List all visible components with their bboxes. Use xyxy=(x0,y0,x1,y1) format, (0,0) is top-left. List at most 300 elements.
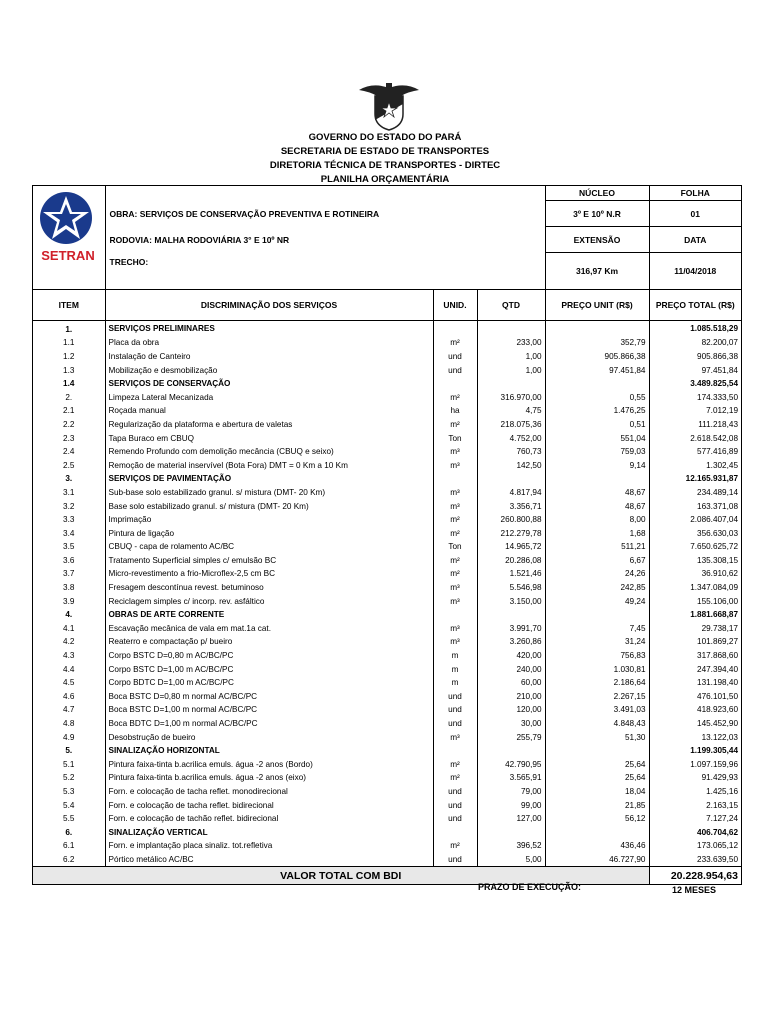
item-quantity: 142,50 xyxy=(477,458,545,472)
item-number: 4.3 xyxy=(33,649,105,663)
item-number: 3.8 xyxy=(33,581,105,595)
item-total-price: 7.650.625,72 xyxy=(690,542,738,552)
table-row xyxy=(33,703,741,717)
item-number: 4.1 xyxy=(33,622,105,636)
item-description: Pintura de ligação xyxy=(105,526,433,540)
item-number: 2.1 xyxy=(33,404,105,418)
item-total-price: 145.452,90 xyxy=(697,719,738,729)
item-quantity: 3.150,00 xyxy=(477,594,545,608)
item-description: Escavação mecânica de vala em mat.1a cat. xyxy=(105,622,433,636)
table-row xyxy=(33,418,741,432)
nucleo-label: NÚCLEO xyxy=(545,186,649,201)
item-unit: m³ xyxy=(433,594,477,608)
item-unit-price: 46.727,90 xyxy=(545,853,649,867)
item-number: 6.1 xyxy=(33,839,105,853)
item-number: 3.2 xyxy=(33,499,105,513)
total-value: 20.228.954,63 xyxy=(649,867,741,885)
item-quantity: 233,00 xyxy=(477,336,545,350)
document-header xyxy=(0,131,770,187)
item-quantity: 260.800,88 xyxy=(477,513,545,527)
item-total-price: 247.394,40 xyxy=(697,664,738,674)
item-total-price: 97.451,84 xyxy=(701,365,738,375)
item-number: 5.1 xyxy=(33,758,105,772)
item-quantity: 127,00 xyxy=(477,812,545,826)
item-unit: m² xyxy=(433,758,477,772)
item-total-price: 91.429,93 xyxy=(701,773,738,783)
item-description: SINALIZAÇÃO VERTICAL xyxy=(105,825,433,839)
table-row xyxy=(33,404,741,418)
item-unit: m³ xyxy=(433,458,477,472)
item-unit-price: 97.451,84 xyxy=(545,363,649,377)
table-row xyxy=(33,771,741,785)
table-row xyxy=(33,581,741,595)
item-description: Tratamento Superficial simples c/ emulsão BC xyxy=(105,554,433,568)
item-number: 3.7 xyxy=(33,567,105,581)
item-unit-price: 756,83 xyxy=(545,649,649,663)
para-crest-icon xyxy=(357,80,421,132)
col-description: DISCRIMINAÇÃO DOS SERVIÇOS xyxy=(105,290,433,321)
item-description: Remoção de material inservível (Bota Fora) DMT = 0 Km a 10 Km xyxy=(105,458,433,472)
item-unit: ha xyxy=(433,404,477,418)
folha-value: 01 xyxy=(649,201,741,227)
item-unit-price: 905.866,38 xyxy=(545,350,649,364)
item-total-price: 101.869,27 xyxy=(697,637,738,647)
table-row xyxy=(33,350,741,364)
col-quantity: QTD xyxy=(477,290,545,321)
item-quantity: 20.286,08 xyxy=(477,554,545,568)
item-unit: m² xyxy=(433,839,477,853)
item-description: Reciclagem simples c/ incorp. rev. asfáltico xyxy=(105,594,433,608)
item-description: SERVIÇOS DE PAVIMENTAÇÃO xyxy=(105,472,433,486)
table-row xyxy=(33,499,741,513)
item-total-price: 163.371,08 xyxy=(697,501,738,511)
section-row xyxy=(33,608,741,622)
table-row xyxy=(33,458,741,472)
item-description: Remendo Profundo com demolição mecância (CBUQ e seixo) xyxy=(105,445,433,459)
item-description: Sub-base solo estabilizado granul. s/ mistura (DMT- 20 Km) xyxy=(105,486,433,500)
item-quantity: 218.075,36 xyxy=(477,418,545,432)
item-number: 2.5 xyxy=(33,458,105,472)
item-total-price: 2.163,15 xyxy=(706,800,738,810)
item-total-price: 135.308,15 xyxy=(697,555,738,565)
trecho-label: TRECHO: xyxy=(105,253,545,290)
item-description: CBUQ - capa de rolamento AC/BC xyxy=(105,540,433,554)
item-total-price: 233.639,50 xyxy=(697,854,738,864)
item-unit: und xyxy=(433,717,477,731)
item-unit-price: 759,03 xyxy=(545,445,649,459)
total-row xyxy=(33,866,741,884)
table-row xyxy=(33,676,741,690)
item-unit-price: 0,51 xyxy=(545,418,649,432)
item-total-price: 2.086.407,04 xyxy=(690,515,738,525)
item-unit: m² xyxy=(433,771,477,785)
item-number: 3.9 xyxy=(33,594,105,608)
item-total-price: 174.333,50 xyxy=(697,392,738,402)
table-row xyxy=(33,690,741,704)
item-total-price: 317.868,60 xyxy=(697,651,738,661)
item-quantity xyxy=(477,825,545,839)
item-quantity: 3.565,91 xyxy=(477,771,545,785)
item-quantity: 60,00 xyxy=(477,676,545,690)
item-number: 6.2 xyxy=(33,853,105,867)
item-unit: m³ xyxy=(433,445,477,459)
item-quantity: 4.817,94 xyxy=(477,486,545,500)
item-unit: m² xyxy=(433,418,477,432)
table-row xyxy=(33,486,741,500)
item-unit: und xyxy=(433,785,477,799)
item-unit-price: 7,45 xyxy=(545,622,649,636)
section-row xyxy=(33,825,741,839)
nucleo-value: 3º E 10º N.R xyxy=(545,201,649,227)
item-unit: m² xyxy=(433,526,477,540)
header-line-sheet-title: PLANILHA ORÇAMENTÁRIA xyxy=(320,174,450,185)
item-unit-price xyxy=(545,608,649,622)
item-unit-price: 48,67 xyxy=(545,486,649,500)
setran-logo-text: SETRAN xyxy=(41,248,95,263)
item-total-price: 7.127,24 xyxy=(706,814,738,824)
item-unit: m² xyxy=(433,567,477,581)
table-row xyxy=(33,785,741,799)
item-number: 2. xyxy=(33,390,105,404)
table-row xyxy=(33,594,741,608)
item-quantity: 5.546,98 xyxy=(477,581,545,595)
item-unit-price: 49,24 xyxy=(545,594,649,608)
item-number: 5.3 xyxy=(33,785,105,799)
item-unit-price: 56,12 xyxy=(545,812,649,826)
table-row xyxy=(33,513,741,527)
column-headers xyxy=(33,290,741,321)
item-unit-price: 31,24 xyxy=(545,635,649,649)
item-unit xyxy=(433,472,477,486)
item-unit xyxy=(433,825,477,839)
item-description: SINALIZAÇÃO HORIZONTAL xyxy=(105,744,433,758)
section-row xyxy=(33,744,741,758)
item-unit-price: 242,85 xyxy=(545,581,649,595)
item-description: Corpo BSTC D=0,80 m AC/BC/PC xyxy=(105,649,433,663)
item-total-price: 7.012,19 xyxy=(706,406,738,416)
item-quantity xyxy=(477,472,545,486)
table-row xyxy=(33,526,741,540)
item-description: Regularização da plataforma e abertura de valetas xyxy=(105,418,433,432)
item-total-price: 234.489,14 xyxy=(697,487,738,497)
item-unit-price: 2.267,15 xyxy=(545,690,649,704)
item-description: SERVIÇOS DE CONSERVAÇÃO xyxy=(105,377,433,391)
item-total-price: 3.489.825,54 xyxy=(690,379,738,389)
item-total-price: 111.218,43 xyxy=(698,419,738,429)
table-row xyxy=(33,445,741,459)
item-total-price: 1.302,45 xyxy=(706,460,738,470)
item-description: Pórtico metálico AC/BC xyxy=(105,853,433,867)
item-unit-price: 48,67 xyxy=(545,499,649,513)
item-total-price: 476.101,50 xyxy=(697,691,738,701)
table-row xyxy=(33,540,741,554)
item-number: 2.4 xyxy=(33,445,105,459)
item-quantity: 316.970,00 xyxy=(477,390,545,404)
table-row xyxy=(33,662,741,676)
item-unit: Ton xyxy=(433,540,477,554)
item-total-price: 1.097.159,96 xyxy=(690,759,738,769)
item-total-price: 155.106,00 xyxy=(697,596,738,606)
item-quantity: 3.260,86 xyxy=(477,635,545,649)
item-quantity: 3.991,70 xyxy=(477,622,545,636)
item-unit-price: 551,04 xyxy=(545,431,649,445)
item-unit-price: 8,00 xyxy=(545,513,649,527)
item-description: Imprimação xyxy=(105,513,433,527)
item-unit: und xyxy=(433,812,477,826)
item-number: 5.2 xyxy=(33,771,105,785)
item-number: 4.9 xyxy=(33,730,105,744)
section-row xyxy=(33,472,741,486)
item-unit-price: 3.491,03 xyxy=(545,703,649,717)
item-number: 4.4 xyxy=(33,662,105,676)
item-unit-price: 436,46 xyxy=(545,839,649,853)
item-quantity: 30,00 xyxy=(477,717,545,731)
item-total-price: 406.704,62 xyxy=(697,827,738,837)
item-unit xyxy=(433,321,477,337)
item-unit: m³ xyxy=(433,499,477,513)
item-description: Roçada manual xyxy=(105,404,433,418)
prazo-value: 12 MESES xyxy=(671,885,717,895)
item-quantity: 420,00 xyxy=(477,649,545,663)
item-total-price: 2.618.542,08 xyxy=(690,433,738,443)
item-total-price: 173.065,12 xyxy=(697,841,738,851)
item-description: Forn. e colocação de tachão reflet. bidirecional xyxy=(105,812,433,826)
setran-logo xyxy=(33,186,105,289)
item-description: OBRAS DE ARTE CORRENTE xyxy=(105,608,433,622)
item-unit-price: 9,14 xyxy=(545,458,649,472)
item-unit-price: 6,67 xyxy=(545,554,649,568)
item-number: 4.5 xyxy=(33,676,105,690)
item-description: Boca BSTC D=0,80 m normal AC/BC/PC xyxy=(105,690,433,704)
item-quantity: 212.279,78 xyxy=(477,526,545,540)
item-number: 1. xyxy=(33,321,105,337)
prazo-label: PRAZO DE EXECUÇÃO: xyxy=(478,882,582,892)
item-quantity xyxy=(477,377,545,391)
item-quantity: 4,75 xyxy=(477,404,545,418)
item-unit: m³ xyxy=(433,622,477,636)
item-total-price: 82.200,07 xyxy=(701,338,738,348)
info-block xyxy=(33,186,741,290)
item-unit: m³ xyxy=(433,486,477,500)
header-line-government: GOVERNO DO ESTADO DO PARÁ xyxy=(308,132,462,143)
item-number: 1.3 xyxy=(33,363,105,377)
col-total-price: PREÇO TOTAL (R$) xyxy=(649,290,741,321)
item-number: 3.5 xyxy=(33,540,105,554)
item-total-price: 905.866,38 xyxy=(697,351,738,361)
extensao-label: EXTENSÃO xyxy=(545,227,649,253)
item-quantity: 3.356,71 xyxy=(477,499,545,513)
table-row xyxy=(33,635,741,649)
item-unit xyxy=(433,608,477,622)
table-row xyxy=(33,798,741,812)
item-unit-price xyxy=(545,377,649,391)
item-quantity: 1.521,46 xyxy=(477,567,545,581)
item-unit: m² xyxy=(433,513,477,527)
item-unit: und xyxy=(433,703,477,717)
item-unit-price: 1,68 xyxy=(545,526,649,540)
item-quantity xyxy=(477,744,545,758)
item-unit-price: 1.030,81 xyxy=(545,662,649,676)
item-quantity: 1,00 xyxy=(477,363,545,377)
item-total-price: 356.630,03 xyxy=(697,528,738,538)
table-row xyxy=(33,730,741,744)
item-total-price: 1.199.305,44 xyxy=(690,746,738,756)
item-description: Corpo BSTC D=1,00 m AC/BC/PC xyxy=(105,662,433,676)
item-total-price: 13.122,03 xyxy=(701,732,738,742)
item-description: Micro-revestimento a frio-Microflex-2,5 cm BC xyxy=(105,567,433,581)
item-unit: m³ xyxy=(433,635,477,649)
item-total-price: 418.923,60 xyxy=(697,705,738,715)
header-line-directorate: DIRETORIA TÉCNICA DE TRANSPORTES - DIRTEC xyxy=(269,160,501,171)
table-row xyxy=(33,649,741,663)
total-label: VALOR TOTAL COM BDI xyxy=(33,867,649,885)
item-unit-price: 2.186,64 xyxy=(545,676,649,690)
item-description: Reaterro e compactação p/ bueiro xyxy=(105,635,433,649)
item-description: SERVIÇOS PRELIMINARES xyxy=(105,321,433,337)
extensao-value: 316,97 Km xyxy=(545,253,649,290)
item-description: Pintura faixa-tinta b.acrilica emuls. água -2 anos (eixo) xyxy=(105,771,433,785)
item-number: 4. xyxy=(33,608,105,622)
table-row xyxy=(33,758,741,772)
item-unit: Ton xyxy=(433,431,477,445)
table-row xyxy=(33,717,741,731)
item-unit-price: 511,21 xyxy=(545,540,649,554)
item-quantity: 1,00 xyxy=(477,350,545,364)
table-row xyxy=(33,390,741,404)
col-unit-price: PREÇO UNIT (R$) xyxy=(545,290,649,321)
item-number: 3.3 xyxy=(33,513,105,527)
item-unit: m xyxy=(433,676,477,690)
table-row xyxy=(33,853,741,867)
item-description: Forn. e colocação de tacha reflet. monodirecional xyxy=(105,785,433,799)
item-description: Instalação de Canteiro xyxy=(105,350,433,364)
item-unit-price xyxy=(545,825,649,839)
item-total-price: 1.425,16 xyxy=(706,786,738,796)
item-quantity: 240,00 xyxy=(477,662,545,676)
item-unit: und xyxy=(433,690,477,704)
item-description: Corpo BDTC D=1,00 m AC/BC/PC xyxy=(105,676,433,690)
item-unit: und xyxy=(433,350,477,364)
item-number: 1.1 xyxy=(33,336,105,350)
item-number: 6. xyxy=(33,825,105,839)
table-row xyxy=(33,622,741,636)
item-quantity: 5,00 xyxy=(477,853,545,867)
item-number: 4.2 xyxy=(33,635,105,649)
item-total-price: 1.347.084,09 xyxy=(690,583,738,593)
item-unit-price xyxy=(545,321,649,337)
item-number: 3. xyxy=(33,472,105,486)
rodovia-label: RODOVIA: MALHA RODOVIÁRIA 3° E 10º NR xyxy=(109,234,290,245)
item-description: Base solo estabilizado granul. s/ mistura (DMT- 20 Km) xyxy=(105,499,433,513)
item-number: 5.5 xyxy=(33,812,105,826)
header-line-secretariat: SECRETARIA DE ESTADO DE TRANSPORTES xyxy=(280,146,490,157)
table-row xyxy=(33,431,741,445)
item-unit: und xyxy=(433,798,477,812)
item-description: Boca BDTC D=1,00 m normal AC/BC/PC xyxy=(105,717,433,731)
items-table xyxy=(33,321,741,867)
item-unit-price: 25,64 xyxy=(545,758,649,772)
item-total-price: 577.416,89 xyxy=(697,447,738,457)
item-quantity: 120,00 xyxy=(477,703,545,717)
table-row xyxy=(33,336,741,350)
item-quantity: 99,00 xyxy=(477,798,545,812)
item-description: Placa da obra xyxy=(105,336,433,350)
item-total-price: 1.881.668,87 xyxy=(690,610,738,620)
item-number: 5.4 xyxy=(33,798,105,812)
item-number: 1.2 xyxy=(33,350,105,364)
item-description: Boca BSTC D=1,00 m normal AC/BC/PC xyxy=(105,703,433,717)
folha-label: FOLHA xyxy=(649,186,741,201)
item-quantity: 42.790,95 xyxy=(477,758,545,772)
item-quantity xyxy=(477,321,545,337)
col-unit: UNID. xyxy=(433,290,477,321)
obra-label: OBRA: SERVIÇOS DE CONSERVAÇÃO PREVENTIVA E ROTINEIRA xyxy=(109,208,380,219)
item-unit-price: 4.848,43 xyxy=(545,717,649,731)
item-number: 3.1 xyxy=(33,486,105,500)
item-unit: m³ xyxy=(433,581,477,595)
data-value: 11/04/2018 xyxy=(649,253,741,290)
item-total-price: 36.910,62 xyxy=(701,569,738,579)
item-number: 4.7 xyxy=(33,703,105,717)
item-unit-price: 1.476,25 xyxy=(545,404,649,418)
item-unit-price: 24,26 xyxy=(545,567,649,581)
item-unit: m xyxy=(433,662,477,676)
item-unit: m xyxy=(433,649,477,663)
item-description: Forn. e colocação de tacha reflet. bidirecional xyxy=(105,798,433,812)
item-number: 5. xyxy=(33,744,105,758)
item-description: Forn. e implantação placa sinaliz. tot.refletiva xyxy=(105,839,433,853)
table-row xyxy=(33,554,741,568)
item-unit-price: 0,55 xyxy=(545,390,649,404)
item-quantity: 396,52 xyxy=(477,839,545,853)
item-number: 2.3 xyxy=(33,431,105,445)
item-total-price: 131.198,40 xyxy=(697,678,738,688)
item-description: Tapa Buraco em CBUQ xyxy=(105,431,433,445)
item-unit: m² xyxy=(433,554,477,568)
budget-sheet xyxy=(32,185,742,885)
item-number: 3.4 xyxy=(33,526,105,540)
col-item: ITEM xyxy=(33,290,105,321)
item-unit-price: 352,79 xyxy=(545,336,649,350)
setran-star-icon xyxy=(35,190,97,246)
item-unit-price xyxy=(545,744,649,758)
item-unit-price: 25,64 xyxy=(545,771,649,785)
item-description: Fresagem descontínua revest. betuminoso xyxy=(105,581,433,595)
table-row xyxy=(33,363,741,377)
item-number: 4.6 xyxy=(33,690,105,704)
item-number: 1.4 xyxy=(33,377,105,391)
item-description: Desobstrução de bueiro xyxy=(105,730,433,744)
item-unit: m² xyxy=(433,336,477,350)
item-unit-price: 21,85 xyxy=(545,798,649,812)
table-row xyxy=(33,567,741,581)
item-unit: und xyxy=(433,363,477,377)
item-unit xyxy=(433,744,477,758)
item-unit-price: 18,04 xyxy=(545,785,649,799)
item-total-price: 12.165.931,87 xyxy=(685,474,738,484)
item-number: 3.6 xyxy=(33,554,105,568)
item-unit: m³ xyxy=(433,730,477,744)
item-unit-price: 51,30 xyxy=(545,730,649,744)
item-number: 4.8 xyxy=(33,717,105,731)
item-quantity: 14.965,72 xyxy=(477,540,545,554)
item-quantity: 760,73 xyxy=(477,445,545,459)
item-total-price: 1.085.518,29 xyxy=(690,323,738,333)
item-quantity: 255,79 xyxy=(477,730,545,744)
table-row xyxy=(33,812,741,826)
item-quantity: 79,00 xyxy=(477,785,545,799)
section-row xyxy=(33,377,741,391)
